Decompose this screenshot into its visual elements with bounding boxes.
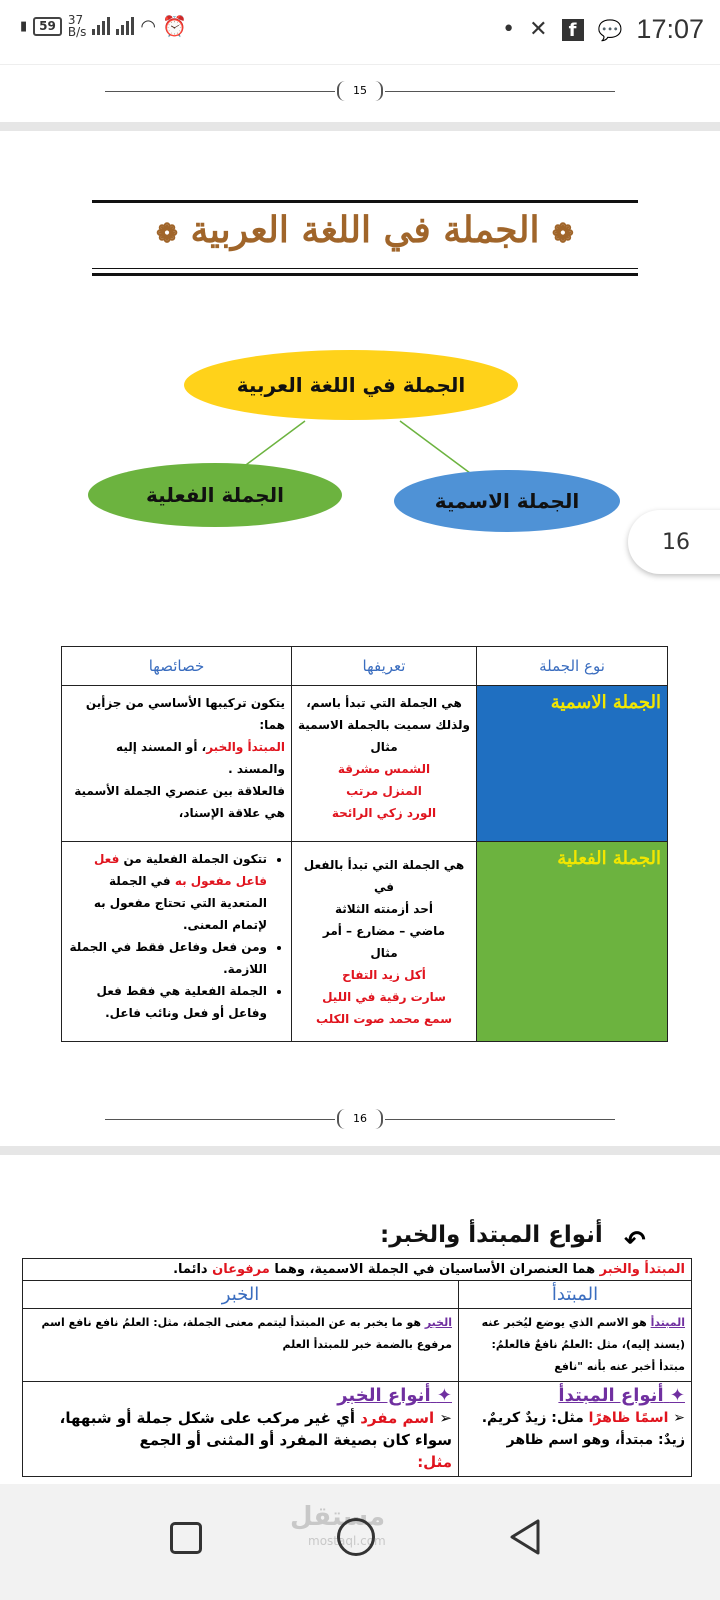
cell-type-nominal: الجملة الاسمية [477,686,668,842]
network-speed: 37 B/s [67,13,87,39]
cell-props-verbal: • تتكون الجملة الفعلية من فعل فاعل مفعول به في الجملة المتعدية التي تحتاج مفعول به لإتمام المعنى. • ومن فعل وفاعل فقط في الجملة اللازمة. • الجملة الفعلية هي فقط فعل وفاعل أو فعل ونائب فاعل. [62,842,292,1042]
back-button[interactable] [508,1518,542,1556]
mubtada-definition: المبتدأ هو الاسم الذي يوضع ليُخبر عنه (يسند إليه)، مثل :العلمُ نافعٌ فالعلمُ: مبتدأ أخبر عنه بأنه "نافع [459,1309,692,1382]
page-indicator-button[interactable]: 16 [628,510,720,574]
sim-icon: ▮ [20,18,28,34]
watermark-url: mostaql.com [308,1534,386,1548]
header-mubtada: المبتدأ [459,1281,692,1309]
page-title-box [92,200,638,276]
return-arrow-icon: ↶ [624,1226,646,1256]
cell-def-verbal: هي الجملة التي تبدأ بالفعل في أحد أزمنته الثلاثة ماضي – مضارع – أمر مثال أكل زيد التفاح سارت رقية في الليل سمع محمد صوت الكلب [292,842,477,1042]
signal-icon-2 [116,17,134,35]
khabar-types: ✦ أنواع الخبر ➢ اسم مفرد أي غير مركب على شكل جملة أو شبهها، سواء كان بصيغة المفرد أو المثنى أو الجمع مثل: [23,1382,459,1477]
page-separator [0,1146,720,1155]
ornament-icon: ❁ [156,219,178,249]
pin-icon: ✦ [436,1385,452,1406]
header-khabar: الخبر [23,1281,459,1309]
chat-icon: 💬 [597,17,623,42]
diagram-verbal: الجملة الفعلية [88,463,342,527]
sentence-types-table [61,646,668,1042]
connector-right [400,421,470,473]
x-icon: ✕ [529,17,548,42]
page-number: 15 [337,81,383,101]
section-title: أنواع المبتدأ والخبر: [380,1222,603,1248]
notification-dot-icon: • [502,17,516,42]
mubtada-types: ✦ أنواع المبتدأ ➢ اسمًا ظاهرًا مثل: زيدٌ كريمٌ. زيدٌ: مبتدأ، وهو اسم ظاهر [459,1382,692,1477]
back-icon [512,1521,538,1553]
page-title: ❁ الجملة في اللغة العربية ❁ [156,209,574,251]
khabar-definition: الخبر هو ما يخبر به عن المبتدأ ليتمم معنى الجملة، مثل: العلمُ نافع نافع اسم مرفوع بالضمة خبر للمبتدأ العلم [23,1309,459,1382]
cell-def-nominal: هي الجملة التي تبدأ باسم، ولذلك سميت بالجملة الاسمية مثال الشمس مشرقة المنزل مرتب الورد زكي الرائحة [292,686,477,842]
facebook-icon: f [562,19,584,41]
alarm-icon: ⏰ [162,14,188,38]
header-type: نوع الجملة [477,647,668,686]
header-definition: تعريفها [292,647,477,686]
mubtada-khabar-table [22,1258,692,1477]
diagram-nominal: الجملة الاسمية [394,470,620,532]
ornament-icon: ❁ [552,219,574,249]
page-number-bar-bottom [0,1090,720,1148]
header-properties: خصائصها [62,647,292,686]
cell-type-verbal: الجملة الفعلية [477,842,668,1042]
diagram-root: الجملة في اللغة العربية [184,350,518,420]
page-separator [0,122,720,131]
page-number: 16 [337,1109,383,1129]
recent-apps-button[interactable] [170,1522,202,1554]
page-number-bar-top [0,62,720,120]
intro-row: المبتدأ والخبر هما العنصران الأساسيان في الجملة الاسمية، وهما مرفوعان دائما. [23,1259,692,1281]
navigation-bar [0,1484,720,1600]
watermark-logo: مستقل [290,1502,386,1532]
battery-icon: 59 [33,17,62,36]
signal-icon [92,17,110,35]
wifi-icon: ◠ [140,15,157,37]
home-button[interactable] [337,1518,375,1556]
clock: 17:07 [636,14,704,44]
status-bar [0,0,720,65]
pin-icon: ✦ [669,1385,685,1406]
cell-props-nominal: يتكون تركيبها الأساسي من جزأين هما: المبتدأ والخبر، أو المسند إليه والمسند . فالعلاقة بين عنصري الجملة الأسمية هي علاقة الإسناد، [62,686,292,842]
